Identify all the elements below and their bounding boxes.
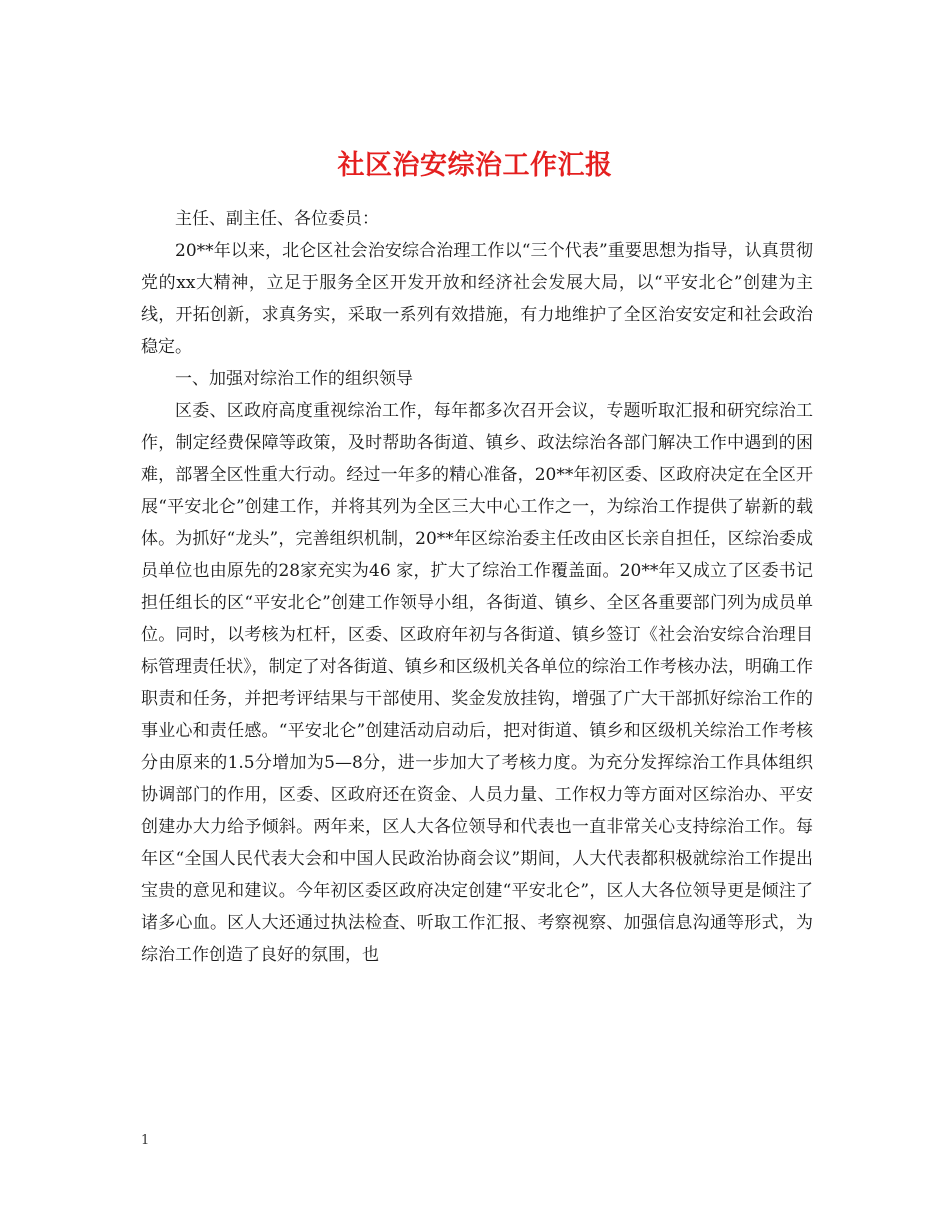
salutation: 主任、副主任、各位委员：: [175, 209, 379, 229]
section-heading: 一、加强对综治工作的组织领导: [175, 369, 413, 389]
document-title: 社区治安综治工作汇报: [337, 150, 613, 182]
page-number: 1: [141, 1133, 150, 1148]
section-paragraph: 区委、区政府高度重视综治工作，每年都多次召开会议，专题听取汇报和研究综治工作，制定经费保障等政策，及时帮助各街道、镇乡、政法综治各部门解决工作中遇到的困难，部署全区性重大行动。经过一年多的精心准备，20**年初区委、区政府决定在全区开展“平安北仑”创建工作，并将其列为全区三大中心工作之一，为综治工作提供了崭新的载体。为抓好“龙头”，完善组织机制，20**年区综治委主任改由区长亲自担任，区综治委成员单位也由原先的28家充实为46 家，扩大了综治工作覆盖面。20**年又成立了区委书记担任组长的区“平安北仑”创建工作领导小组，各街道、镇乡、全区各重要部门列为成员单位。同时，以考核为杠杆，区委、区政府年初与各街道、镇乡签订《社会治安综合治理目标管理责任状》，制定了对各街道、镇乡和区级机关各单位的综治工作考核办法，明确工作职责和任务，并把考评结果与干部使用、奖金发放挂钩，增强了广大干部抓好综治工作的事业心和责任感。“平安北仑”创建活动启动后，把对街道、镇乡和区级机关综治工作考核分由原来的1.5分增加为5—8分，进一步加大了考核力度。为充分发挥综治工作具体组织协调部门的作用，区委、区政府还在资金、人员力量、工作权力等方面对区综治办、平安创建办大力给予倾斜。两年来，区人大各位领导和代表也一直非常关心支持综治工作。每年区“全国人民代表大会和中国人民政治协商会议”期间，人大代表都积极就综治工作提出宝贵的意见和建议。今年初区委区政府决定创建“平安北仑”，区人大各位领导更是倾注了诸多心血。区人大还通过执法检查、听取工作汇报、考察视察、加强信息沟通等形式，为综治工作创造了良好的氛围，也: [141, 401, 813, 965]
document-body: [141, 203, 813, 971]
intro-paragraph: 20**年以来，北仑区社会治安综合治理工作以“三个代表”重要思想为指导，认真贯彻党的xx大精神，立足于服务全区开发开放和经济社会发展大局，以“平安北仑”创建为主线，开拓创新，求真务实，采取一系列有效措施，有力地维护了全区治安安定和社会政治稳定。: [141, 241, 813, 357]
